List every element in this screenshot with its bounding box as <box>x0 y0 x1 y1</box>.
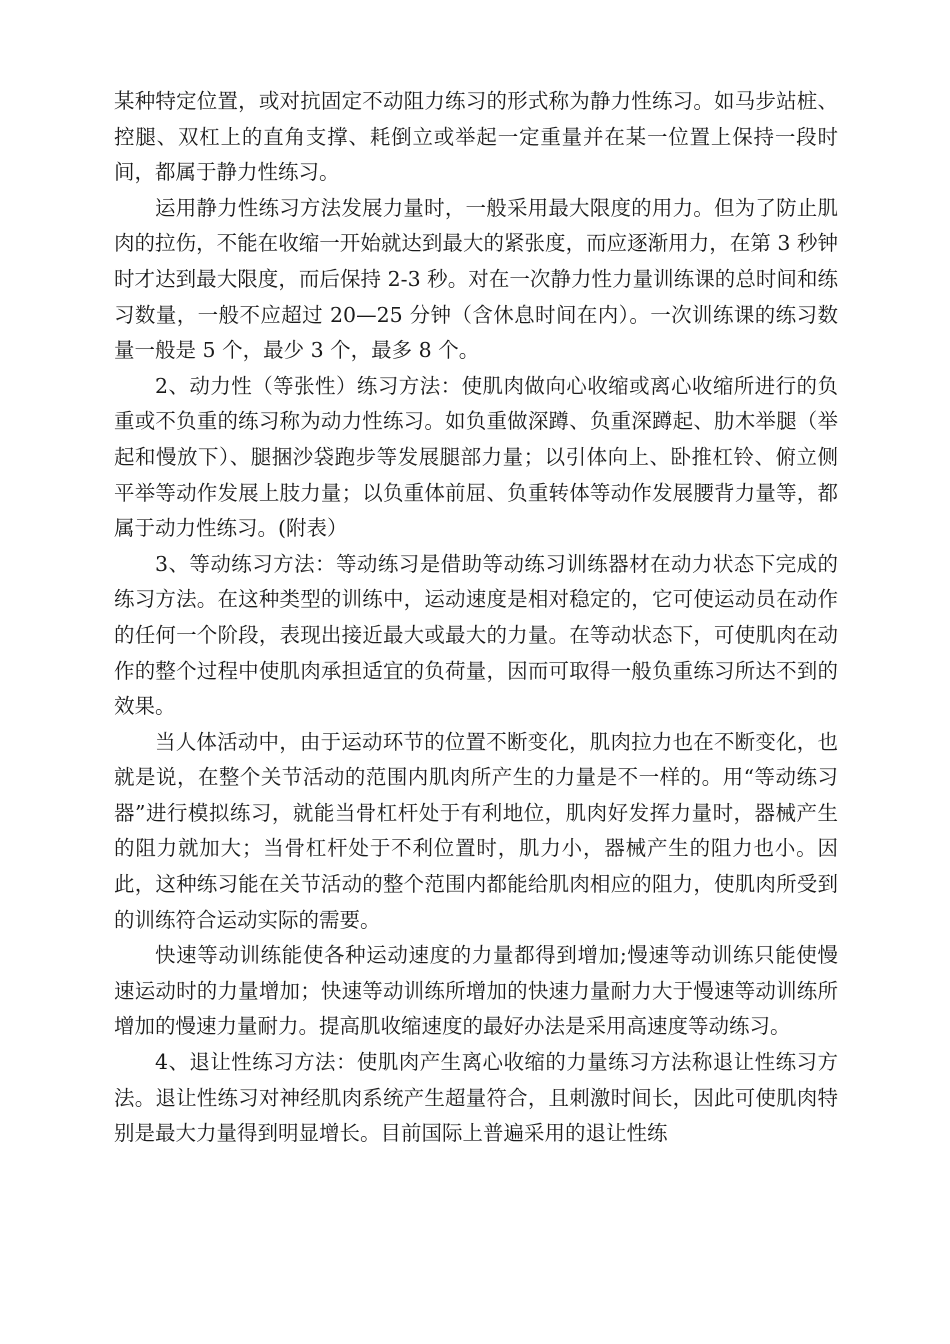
paragraph-isokinetic-exercise-method: 3、等动练习方法：等动练习是借助等动练习训练器材在动力状态下完成的练习方法。在这种类型的训练中，运动速度是相对稳定的，它可使运动员在动作的任何一个阶段，表现出接近最大或最大的力量。在等动状态下，可使肌肉在动作的整个过程中使肌肉承担适宜的负荷量，因而可取得一般负重练习所达不到的效果。 <box>114 551 838 719</box>
paragraph-isokinetic-speed: 快速等动训练能使各种运动速度的力量都得到增加;慢速等动训练只能使慢速运动时的力量增加；快速等动训练所增加的快速力量耐力大于慢速等动训练所增加的慢速力量耐力。提高肌收缩速度的最好办法是采用高速度等动练习。 <box>114 943 838 1039</box>
paragraph-dynamic-exercise-method: 2、动力性（等张性）练习方法：使肌肉做向心收缩或离心收缩所进行的负重或不负重的练习称为动力性练习。如负重做深蹲、负重深蹲起、肋木举腿（举起和慢放下）、腿捆沙袋跑步等发展腿部力量；以引体向上、卧推杠铃、俯立侧平举等动作发展上肢力量；以负重体前屈、负重转体等动作发展腰背力量等，都属于动力性练习。(附表） <box>114 373 838 541</box>
paragraph-static-exercise-definition: 某种特定位置，或对抗固定不动阻力练习的形式称为静力性练习。如马步站桩、控腿、双杠上的直角支撑、耗倒立或举起一定重量并在某一位置上保持一段时间，都属于静力性练习。 <box>114 89 838 185</box>
paragraph-isokinetic-explanation: 当人体活动中，由于运动环节的位置不断变化，肌肉拉力也在不断变化，也就是说，在整个关节活动的范围内肌肉所产生的力量是不一样的。用“等动练习器”进行模拟练习，就能当骨杠杆处于有利地位，肌肉好发挥力量时，器械产生的阻力就加大；当骨杠杆处于不利位置时，肌力小，器械产生的阻力也小。因此，这种练习能在关节活动的整个范围内都能给肌肉相应的阻力，使肌肉所受到的训练符合运动实际的需要。 <box>114 729 838 932</box>
paragraph-static-exercise-method: 运用静力性练习方法发展力量时，一般采用最大限度的用力。但为了防止肌肉的拉伤，不能在收缩一开始就达到最大的紧张度，而应逐渐用力，在第 3 秒钟时才达到最大限度，而后保持 2-3 秒。对在一次静力性力量训练课的总时间和练习数量，一般不应超过 20—25 分钟（含休息时间在内）。一次训练课的练习数量一般是 5 个，最少 3 个，最多 8 个。 <box>114 195 838 363</box>
paragraph-eccentric-exercise-method: 4、退让性练习方法：使肌肉产生离心收缩的力量练习方法称退让性练习方法。退让性练习对神经肌肉系统产生超量符合，且刺激时间长，因此可使肌肉特别是最大力量得到明显增长。目前国际上普遍采用的退让性练 <box>114 1050 838 1146</box>
document-page <box>114 84 838 1152</box>
